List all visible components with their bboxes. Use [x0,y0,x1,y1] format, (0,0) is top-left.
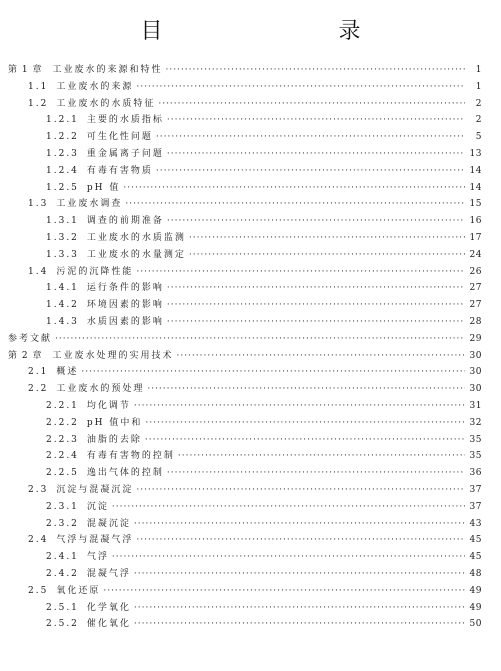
toc-entry-title: 工业废水的水质特征 [56,98,156,109]
toc-entry-title: 气浮与混凝气浮 [56,535,134,546]
toc-entry[interactable] [8,129,482,146]
toc-dot-leader [134,516,465,533]
toc-entry-number: 2.4 [28,535,49,546]
toc-dot-leader [189,247,465,264]
toc-entry-title: 有毒有害物的控制 [86,451,175,462]
table-of-contents [8,62,482,633]
toc-entry-number: 2.3.1 [46,501,79,512]
toc-entry-number: 2.2 [28,384,49,395]
toc-entry-page-number: 45 [469,535,482,546]
toc-entry[interactable] [8,213,482,230]
toc-entry-number: 1.3 [28,199,49,210]
toc-entry-page-number: 32 [469,417,482,428]
toc-entry-page-number: 43 [469,518,482,529]
toc-entry-number: 1.4.2 [46,300,79,311]
toc-dot-leader [167,465,465,482]
toc-entry-number: 1.2.3 [46,148,79,159]
toc-entry-title: 混凝气浮 [86,568,131,579]
toc-entry-title: 调查的前期准备 [86,216,164,227]
toc-entry-page-number: 49 [469,602,482,613]
toc-entry-number: 1.3.2 [46,232,79,243]
toc-dot-leader [136,79,465,96]
toc-entry-number: 1.2.2 [46,132,79,143]
toc-dot-leader [136,264,465,281]
toc-entry-title: 沉淀 [86,501,109,512]
toc-entry-page-number: 30 [469,350,482,361]
toc-entry[interactable] [8,566,482,583]
toc-dot-leader [112,549,465,566]
toc-entry-page-number: 35 [469,434,482,445]
toc-entry-number: 1.3.1 [46,216,79,227]
toc-entry-number: 2.4.2 [46,568,79,579]
toc-entry-title: 参考文献 [8,333,53,344]
toc-entry-title: 概述 [56,367,79,378]
toc-entry-title: 工业废水的水量测定 [86,249,186,260]
toc-entry[interactable] [8,196,482,213]
toc-dot-leader [112,499,465,516]
toc-dot-leader [178,448,465,465]
toc-entry[interactable] [8,163,482,180]
toc-dot-leader [145,432,465,449]
toc-entry-number: 2.2.3 [46,434,79,445]
toc-entry-page-number: 15 [469,199,482,210]
toc-entry-title: 化学氧化 [86,602,131,613]
toc-entry[interactable] [8,280,482,297]
toc-dot-leader [167,314,465,331]
toc-dot-leader [123,180,465,197]
toc-entry-number: 2.5.1 [46,602,79,613]
page-title: 目 录 [140,19,405,44]
toc-entry[interactable] [8,264,482,281]
toc-dot-leader [81,364,465,381]
toc-entry-number: 1.2 [28,98,49,109]
toc-entry[interactable] [8,96,482,113]
toc-entry-title: 混凝沉淀 [86,518,131,529]
toc-dot-leader [167,146,465,163]
toc-entry-number: 1.3.3 [46,249,79,260]
toc-entry-title: 工业废水调查 [56,199,123,210]
toc-entry-number: 1.2.4 [46,165,79,176]
toc-entry-title: 工业废水的来源 [56,81,134,92]
toc-dot-leader [156,129,465,146]
toc-dot-leader [136,482,465,499]
toc-entry-title: 水质因素的影响 [86,316,164,327]
toc-entry[interactable] [8,314,482,331]
toc-dot-leader [134,398,465,415]
toc-entry-page-number: 35 [469,451,482,462]
toc-entry-page-number: 24 [469,249,482,260]
toc-entry-page-number: 16 [469,216,482,227]
toc-entry[interactable] [8,516,482,533]
toc-dot-leader [158,96,465,113]
toc-entry-page-number: 14 [469,182,482,193]
toc-dot-leader [156,163,465,180]
toc-entry-number: 第 1 章 [8,65,43,75]
toc-entry[interactable] [8,499,482,516]
toc-entry-title: 均化调节 [86,400,131,411]
toc-entry-number: 2.4.1 [46,552,79,563]
toc-entry-page-number: 2 [475,115,482,126]
toc-entry-title: 污泥的沉降性能 [56,266,134,277]
toc-entry-title: 可生化性问题 [86,132,153,143]
toc-entry-page-number: 27 [469,300,482,311]
toc-entry-page-number: 28 [469,316,482,327]
toc-entry-page-number: 31 [469,400,482,411]
toc-entry[interactable] [8,398,482,415]
toc-entry[interactable] [8,465,482,482]
toc-entry-page-number: 36 [469,468,482,479]
toc-entry-page-number: 45 [469,552,482,563]
toc-entry-number: 1.1 [28,81,49,92]
toc-entry[interactable] [8,583,482,600]
toc-entry-title: 重金属离子问题 [86,148,164,159]
toc-entry-page-number: 2 [475,98,482,109]
toc-entry[interactable] [8,616,482,633]
toc-entry-page-number: 1 [475,65,482,75]
toc-dot-leader [103,583,465,600]
toc-entry-page-number: 48 [469,568,482,579]
toc-dot-leader [134,616,465,633]
toc-entry[interactable] [8,415,482,432]
toc-entry-page-number: 30 [469,367,482,378]
toc-entry[interactable] [8,297,482,314]
toc-entry[interactable] [8,381,482,398]
toc-dot-leader [165,62,465,79]
toc-entry-title: 工业废水处理的实用技术 [52,350,174,361]
toc-entry[interactable] [8,112,482,129]
toc-entry-page-number: 13 [469,148,482,159]
toc-entry-title: pH 值 [86,182,121,193]
toc-entry-page-number: 37 [469,501,482,512]
toc-entry-title: 工业废水的预处理 [56,384,145,395]
toc-dot-leader [134,566,465,583]
toc-entry-title: 环境因素的影响 [86,300,164,311]
toc-entry-number: 2.2.2 [46,417,79,428]
toc-entry-page-number: 50 [469,619,482,630]
toc-dot-leader [136,532,465,549]
toc-entry[interactable] [8,600,482,617]
toc-dot-leader [176,348,465,365]
toc-entry-title: 氧化还原 [56,585,101,596]
toc-entry-title: 催化氧化 [86,619,131,630]
toc-dot-leader [167,280,465,297]
toc-entry-title: 气浮 [86,552,109,563]
toc-entry-title: 主要的水质指标 [86,115,164,126]
toc-entry-title: 有毒有害物质 [86,165,153,176]
toc-entry-number: 2.2.1 [46,400,79,411]
toc-entry[interactable] [8,247,482,264]
toc-entry-page-number: 29 [469,333,482,344]
toc-entry[interactable] [8,331,482,348]
toc-dot-leader [55,331,465,348]
toc-entry[interactable] [8,79,482,96]
toc-entry[interactable] [8,549,482,566]
toc-entry-title: pH 值中和 [86,417,143,428]
toc-entry-title: 运行条件的影响 [86,283,164,294]
toc-dot-leader [145,415,465,432]
toc-entry[interactable] [8,432,482,449]
toc-dot-leader [167,297,465,314]
toc-dot-leader [125,196,465,213]
toc-entry-number: 2.1 [28,367,49,378]
toc-entry[interactable] [8,230,482,247]
toc-entry[interactable] [8,364,482,381]
toc-entry-title: 工业废水的来源和特性 [52,65,163,75]
toc-entry[interactable] [8,348,482,365]
toc-entry-number: 1.4.3 [46,316,79,327]
toc-dot-leader [147,381,465,398]
toc-entry-number: 1.2.1 [46,115,79,126]
toc-entry[interactable] [8,448,482,465]
toc-entry-page-number: 37 [469,484,482,495]
toc-entry-title: 油脂的去除 [86,434,142,445]
toc-entry-page-number: 27 [469,283,482,294]
toc-entry[interactable] [8,180,482,197]
toc-entry-page-number: 1 [475,81,482,92]
toc-entry-number: 1.2.5 [46,182,79,193]
toc-entry-number: 1.4.1 [46,283,79,294]
toc-entry-page-number: 17 [469,232,482,243]
toc-entry[interactable] [8,146,482,163]
toc-entry-page-number: 30 [469,384,482,395]
toc-dot-leader [167,112,465,129]
toc-entry-title: 工业废水的水质监测 [86,232,186,243]
toc-entry-page-number: 14 [469,165,482,176]
toc-entry-number: 2.3.2 [46,518,79,529]
toc-entry-title: 沉淀与混凝沉淀 [56,484,134,495]
toc-entry-number: 2.3 [28,484,49,495]
toc-entry[interactable] [8,62,482,79]
toc-entry-number: 2.2.4 [46,451,79,462]
toc-entry-number: 2.5 [28,585,49,596]
toc-dot-leader [134,600,465,617]
toc-dot-leader [167,213,465,230]
toc-dot-leader [189,230,465,247]
toc-entry-page-number: 5 [475,132,482,143]
toc-entry-number: 2.2.5 [46,468,79,479]
toc-entry-number: 1.4 [28,266,49,277]
toc-entry-page-number: 49 [469,585,482,596]
toc-entry-page-number: 26 [469,266,482,277]
toc-entry-title: 逸出气体的控制 [86,468,164,479]
toc-entry-number: 第 2 章 [8,350,43,361]
toc-entry[interactable] [8,482,482,499]
toc-entry-number: 2.5.2 [46,619,79,630]
toc-entry[interactable] [8,532,482,549]
